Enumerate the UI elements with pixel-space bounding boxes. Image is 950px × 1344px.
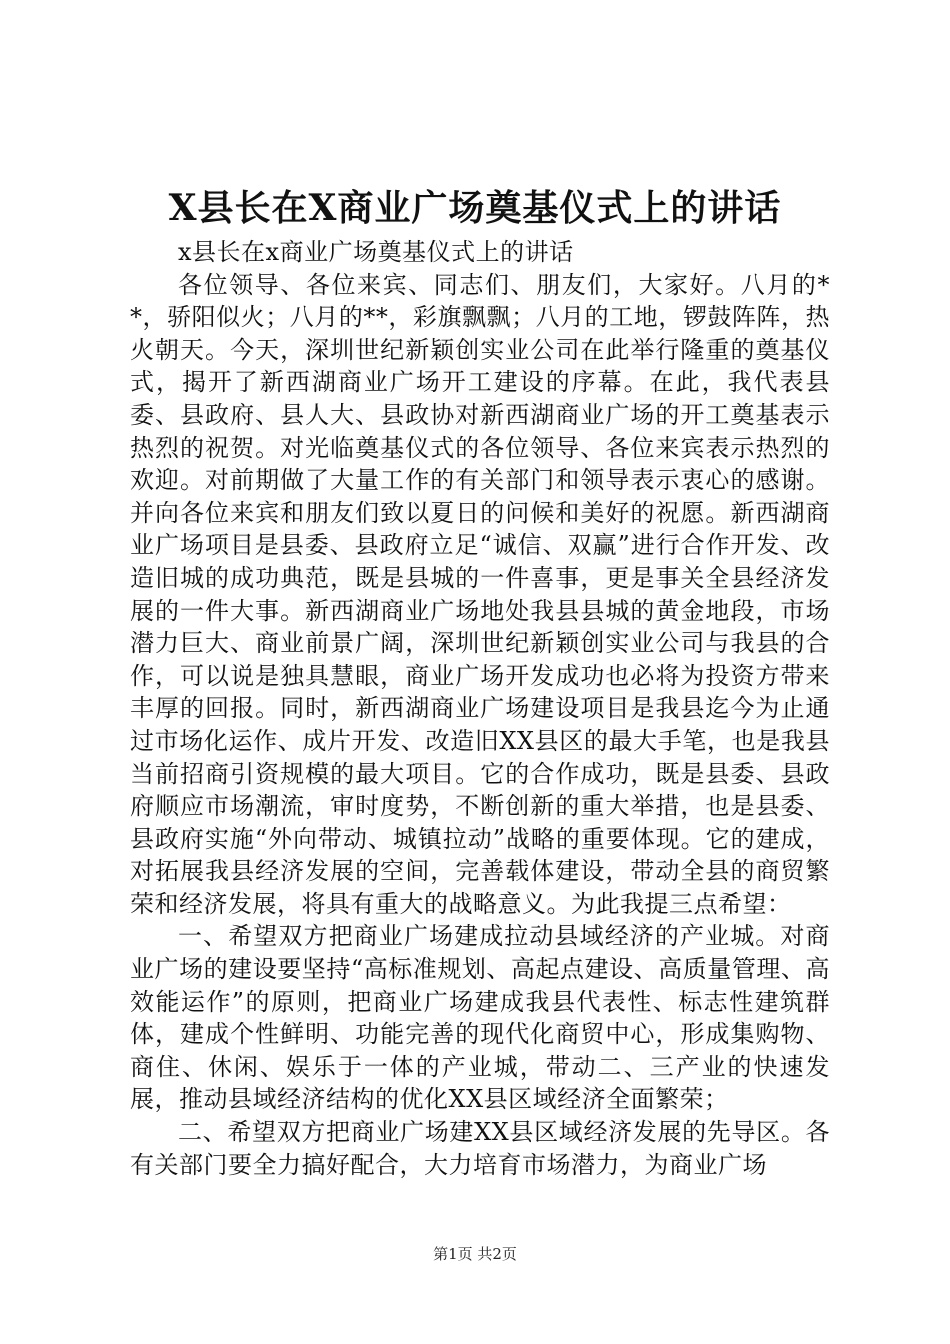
page-number: 第1页 共2页 <box>433 1245 517 1263</box>
document-title: X县长在X商业广场奠基仪式上的讲话 <box>168 187 782 229</box>
paragraph-hope-two: 二、希望双方把商业广场建XX县区域经济发展的先导区。各有关部门要全力搞好配合，大力培育市场潜力，为商业广场 <box>130 1118 830 1179</box>
document-body <box>130 236 830 1181</box>
paragraph-hope-one: 一、希望双方把商业广场建成拉动县域经济的产业城。对商业广场的建设要坚持“高标准规划、高起点建设、高质量管理、高效能运作”的原则，把商业广场建成我县代表性、标志性建筑群体，建成个性鲜明、功能完善的现代化商贸中心，形成集购物、商住、休闲、娱乐于一体的产业城，带动二、三产业的快速发展，推动县域经济结构的优化XX县区域经济全面繁荣； <box>130 922 830 1114</box>
paragraph-opening: 各位领导、各位来宾、同志们、朋友们，大家好。八月的**，骄阳似火；八月的**，彩旗飘飘；八月的工地，锣鼓阵阵，热火朝天。今天，深圳世纪新颖创实业公司在此举行隆重的奠基仪式，揭开了新西湖商业广场开工建设的序幕。在此，我代表县委、县政府、县人大、县政协对新西湖商业广场的开工奠基表示热烈的祝贺。对光临奠基仪式的各位领导、各位来宾表示热烈的欢迎。对前期做了大量工作的有关部门和领导表示衷心的感谢。并向各位来宾和朋友们致以夏日的问候和美好的祝愿。新西湖商业广场项目是县委、县政府立足“诚信、双赢”进行合作开发、改造旧城的成功典范，既是县城的一件喜事，更是事关全县经济发展的一件大事。新西湖商业广场地处我县县城的黄金地段，市场潜力巨大、商业前景广阔，深圳世纪新颖创实业公司与我县的合作，可以说是独具慧眼，商业广场开发成功也必将为投资方带来丰厚的回报。同时，新西湖商业广场建设项目是我县迄今为止通过市场化运作、成片开发、改造旧XX县区的最大手笔，也是我县当前招商引资规模的最大项目。它的合作成功，既是县委、县政府顺应市场潮流，审时度势，不断创新的重大举措，也是县委、县政府实施“外向带动、城镇拉动”战略的重要体现。它的建成，对拓展我县经济发展的空间，完善载体建设，带动全县的商贸繁荣和经济发展，将具有重大的战略意义。为此我提三点希望： <box>130 270 830 918</box>
document-subtitle: x县长在x商业广场奠基仪式上的讲话 <box>178 238 574 266</box>
